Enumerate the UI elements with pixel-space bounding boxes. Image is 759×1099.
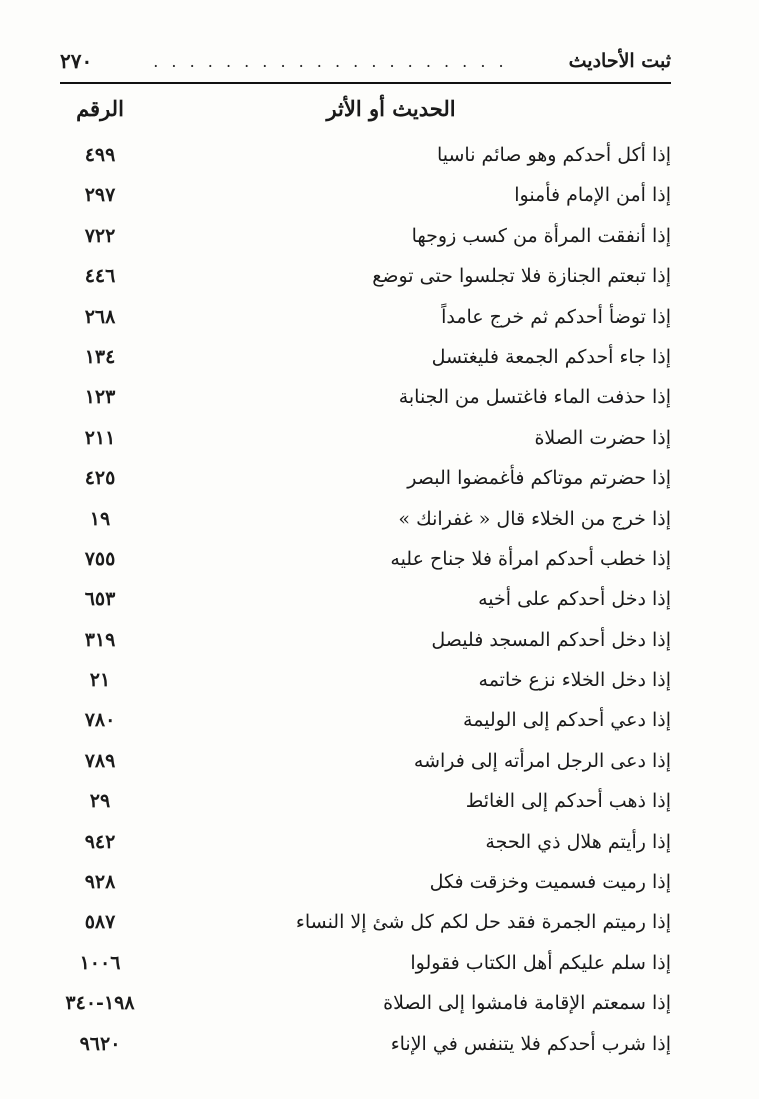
hadith-text: إذا شرب أحدكم فلا يتنفس في الإناء [390, 1032, 671, 1055]
column-headers [60, 96, 671, 132]
hadith-number: ١٣٤ [84, 345, 116, 368]
hadith-number: ٤٩٩ [84, 144, 116, 166]
hadith-number: ٢٩ [89, 790, 111, 813]
running-header [60, 44, 671, 78]
list-item [60, 542, 671, 582]
hadith-number: ٩٢٨ [84, 871, 116, 894]
hadith-text: إذا خطب أحدكم امرأة فلا جناح عليه [390, 547, 671, 570]
hadith-text: إذا سمعتم الإقامة فامشوا إلى الصلاة [383, 992, 671, 1015]
hadith-text: إذا أنفقت المرأة من كسب زوجها [411, 224, 671, 247]
list-item [60, 703, 671, 743]
list-item [60, 340, 671, 380]
hadith-text: إذا دخل أحدكم المسجد فليصل [431, 628, 671, 651]
hadith-text: إذا حذفت الماء فاغتسل من الجنابة [398, 386, 671, 409]
list-item [60, 825, 671, 865]
hadith-number: ١٢٣ [84, 386, 116, 409]
list-item [60, 219, 671, 259]
list-item [60, 744, 671, 784]
list-item [60, 784, 671, 824]
hadith-number: ٢١١ [84, 426, 116, 449]
hadith-number: ١٠٠٦ [79, 951, 121, 974]
leader-dots: . . . . . . . . . . . . . . . . . . . . [153, 51, 508, 71]
list-item [60, 300, 671, 340]
list-item [60, 461, 671, 501]
hadith-text: إذا توضأ أحدكم ثم خرج عامداً [441, 305, 671, 328]
hadith-text: إذا سلم عليكم أهل الكتاب فقولوا [410, 951, 671, 974]
hadith-list [60, 138, 671, 1067]
hadith-text: إذا رميت فسميت وخزقت فكل [429, 871, 671, 894]
hadith-number: ٧٥٥ [84, 547, 116, 570]
header-rule [60, 82, 671, 84]
list-item [60, 380, 671, 420]
list-item [60, 502, 671, 542]
hadith-text: إذا أكل أحدكم وهو صائم ناسيا [436, 144, 671, 166]
hadith-text: إذا جاء أحدكم الجمعة فليغتسل [431, 345, 671, 368]
list-item [60, 663, 671, 703]
hadith-number: ٢٩٧ [84, 184, 116, 207]
column-header-number: الرقم [76, 96, 124, 121]
hadith-number: ٦٥٣ [84, 588, 116, 611]
hadith-text: إذا رميتم الجمرة فقد حل لكم كل شئ إلا النساء [295, 911, 671, 934]
hadith-text: إذا تبعتم الجنازة فلا تجلسوا حتى توضع [372, 265, 671, 288]
list-item [60, 623, 671, 663]
column-header-hadith: الحديث أو الأثر [326, 96, 456, 121]
hadith-text: إذا دخل أحدكم على أخيه [478, 588, 671, 611]
hadith-number: ١٩ [89, 507, 111, 530]
hadith-number: ٧٨٠ [84, 709, 116, 732]
list-item [60, 986, 671, 1026]
section-title: ثبت الأحاديث [568, 50, 671, 72]
hadith-number: ١٩٨-٣٤٠ [65, 992, 135, 1015]
hadith-text: إذا خرج من الخلاء قال « غفرانك » [398, 507, 671, 530]
list-item [60, 865, 671, 905]
hadith-text: إذا حضرتم موتاكم فأغمضوا البصر [407, 467, 671, 490]
list-item [60, 582, 671, 622]
hadith-text: إذا ذهب أحدكم إلى الغائط [465, 790, 671, 813]
hadith-number: ٤٤٦ [84, 265, 116, 288]
hadith-text: إذا رأيتم هلال ذي الحجة [485, 830, 671, 853]
hadith-text: إذا دعي أحدكم إلى الوليمة [463, 709, 671, 732]
list-item [60, 1027, 671, 1067]
hadith-text: إذا أمن الإمام فأمنوا [514, 184, 671, 207]
hadith-text: إذا دخل الخلاء نزع خاتمه [478, 669, 671, 692]
hadith-number: ٧٢٢ [84, 224, 116, 247]
list-item [60, 946, 671, 986]
hadith-number: ٧٨٩ [84, 749, 116, 772]
hadith-number: ٢١ [89, 669, 111, 692]
hadith-number: ٥٨٧ [84, 911, 116, 934]
list-item [60, 259, 671, 299]
list-item [60, 138, 671, 178]
hadith-text: إذا دعى الرجل امرأته إلى فراشه [413, 749, 671, 772]
page-number: ٢٧٠ [60, 49, 93, 73]
list-item [60, 905, 671, 945]
hadith-number: ٤٢٥ [84, 467, 116, 490]
hadith-number: ٣١٩ [84, 628, 116, 651]
hadith-number: ٢٦٨ [84, 305, 116, 328]
hadith-text: إذا حضرت الصلاة [534, 426, 671, 449]
list-item [60, 421, 671, 461]
hadith-number: ٩٦٢٠ [79, 1032, 121, 1055]
list-item [60, 178, 671, 218]
hadith-number: ٩٤٢ [84, 830, 116, 853]
